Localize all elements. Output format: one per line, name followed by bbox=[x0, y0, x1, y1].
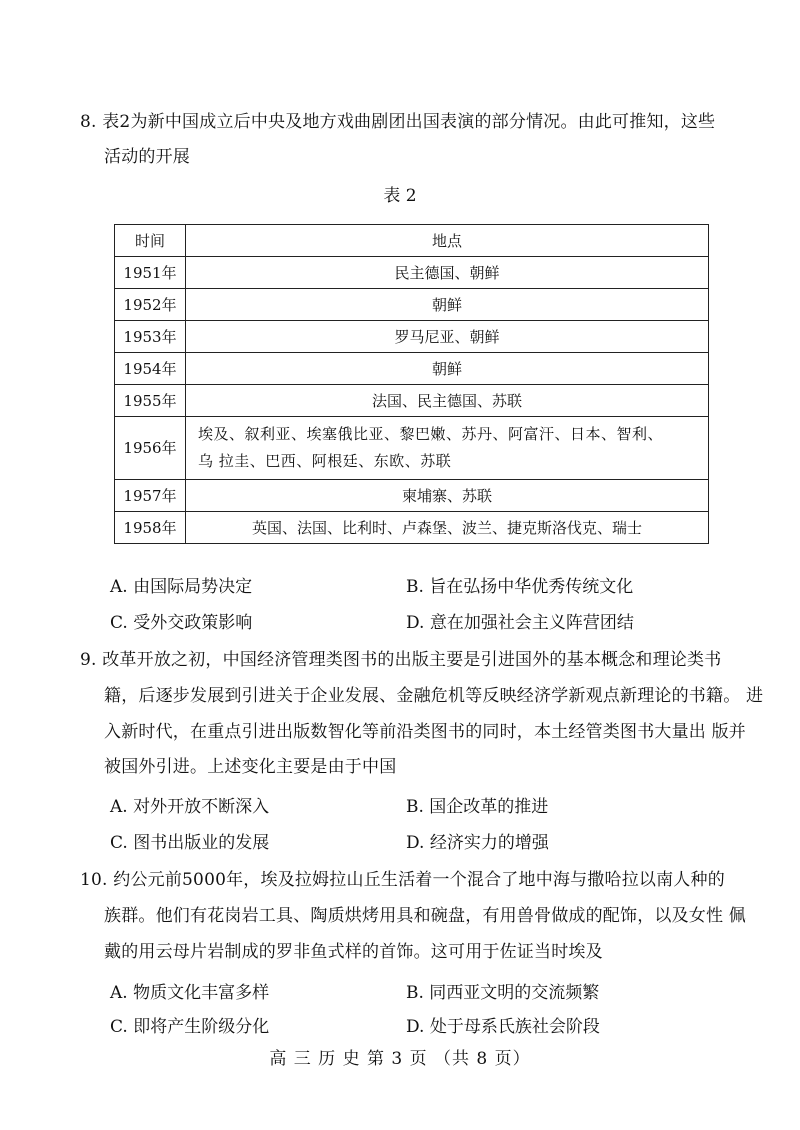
row-year: 1951年 bbox=[115, 257, 186, 289]
q9-stem-line2: 籍，后逐步发展到引进关于企业发展、金融危机等反映经济学新观点新理论的书籍。 进 bbox=[104, 686, 764, 706]
row-year: 1955年 bbox=[115, 385, 186, 417]
table-row bbox=[115, 417, 709, 480]
row-place: 罗马尼亚、朝鲜 bbox=[186, 321, 709, 353]
table-row bbox=[115, 353, 709, 385]
row-place: 民主德国、朝鲜 bbox=[186, 257, 709, 289]
q9-option-c[interactable]: C. 图书出版业的发展 bbox=[110, 833, 270, 853]
table-header-row bbox=[115, 225, 709, 257]
table-row bbox=[115, 512, 709, 544]
q8-stem-line2: 活动的开展 bbox=[104, 147, 190, 167]
table-caption: 表 2 bbox=[383, 186, 417, 206]
row-year: 1953年 bbox=[115, 321, 186, 353]
row-year: 1952年 bbox=[115, 289, 186, 321]
q9-option-d[interactable]: D. 经济实力的增强 bbox=[406, 833, 549, 853]
header-time: 时间 bbox=[115, 225, 186, 257]
row-place: 朝鲜 bbox=[186, 353, 709, 385]
row-place: 朝鲜 bbox=[186, 289, 709, 321]
q8-option-a[interactable]: A. 由国际局势决定 bbox=[110, 577, 253, 597]
row-place-line2: 乌 拉圭、巴西、阿根廷、东欧、苏联 bbox=[198, 452, 452, 470]
q10-stem-line2: 族群。他们有花岗岩工具、陶质烘烤用具和碗盘，有用兽骨做成的配饰，以及女性 佩 bbox=[104, 906, 747, 926]
row-year: 1956年 bbox=[115, 417, 186, 480]
performance-table bbox=[114, 224, 709, 544]
row-year: 1957年 bbox=[115, 480, 186, 512]
q10-option-c[interactable]: C. 即将产生阶级分化 bbox=[110, 1017, 270, 1037]
q10-option-a[interactable]: A. 物质文化丰富多样 bbox=[110, 983, 270, 1003]
table-row bbox=[115, 480, 709, 512]
table-row bbox=[115, 289, 709, 321]
q9-stem-line1: 9. 改革开放之初，中国经济管理类图书的出版主要是引进国外的基本概念和理论类书 bbox=[80, 650, 722, 670]
q10-stem-line3: 戴的用云母片岩制成的罗非鱼式样的首饰。这可用于佐证当时埃及 bbox=[104, 942, 603, 962]
header-place: 地点 bbox=[186, 225, 709, 257]
q9-stem-line3: 入新时代，在重点引进出版数智化等前沿类图书的同时，本土经管类图书大量出 版并 bbox=[104, 722, 747, 742]
q8-option-b[interactable]: B. 旨在弘扬中华优秀传统文化 bbox=[406, 577, 634, 597]
row-place: 法国、民主德国、苏联 bbox=[186, 385, 709, 417]
q10-stem-line1: 10. 约公元前5000年，埃及拉姆拉山丘生活着一个混合了地中海与撒哈拉以南人种的 bbox=[80, 870, 725, 890]
row-place: 柬埔寨、苏联 bbox=[186, 480, 709, 512]
q9-option-a[interactable]: A. 对外开放不断深入 bbox=[110, 797, 270, 817]
q8-option-c[interactable]: C. 受外交政策影响 bbox=[110, 613, 253, 633]
row-year: 1958年 bbox=[115, 512, 186, 544]
row-place-multiline bbox=[186, 417, 709, 480]
table-row bbox=[115, 257, 709, 289]
q8-stem-line1: 8. 表2为新中国成立后中央及地方戏曲剧团出国表演的部分情况。由此可推知，这些 bbox=[80, 112, 716, 132]
page-footer: 高 三 历 史 第 3 页 （共 8 页） bbox=[269, 1049, 531, 1069]
row-place-line1: 埃及、叙利亚、埃塞俄比亚、黎巴嫩、苏丹、阿富汗、日本、智利、 bbox=[198, 425, 664, 443]
q9-option-b[interactable]: B. 国企改革的推进 bbox=[406, 797, 549, 817]
table-row bbox=[115, 321, 709, 353]
row-year: 1954年 bbox=[115, 353, 186, 385]
table-row bbox=[115, 385, 709, 417]
row-place: 英国、法国、比利时、卢森堡、波兰、捷克斯洛伐克、瑞士 bbox=[186, 512, 709, 544]
q8-option-d[interactable]: D. 意在加强社会主义阵营团结 bbox=[406, 613, 634, 633]
q9-stem-line4: 被国外引进。上述变化主要是由于中国 bbox=[104, 757, 397, 777]
q10-option-d[interactable]: D. 处于母系氏族社会阶段 bbox=[406, 1017, 600, 1037]
q10-option-b[interactable]: B. 同西亚文明的交流频繁 bbox=[406, 983, 600, 1003]
